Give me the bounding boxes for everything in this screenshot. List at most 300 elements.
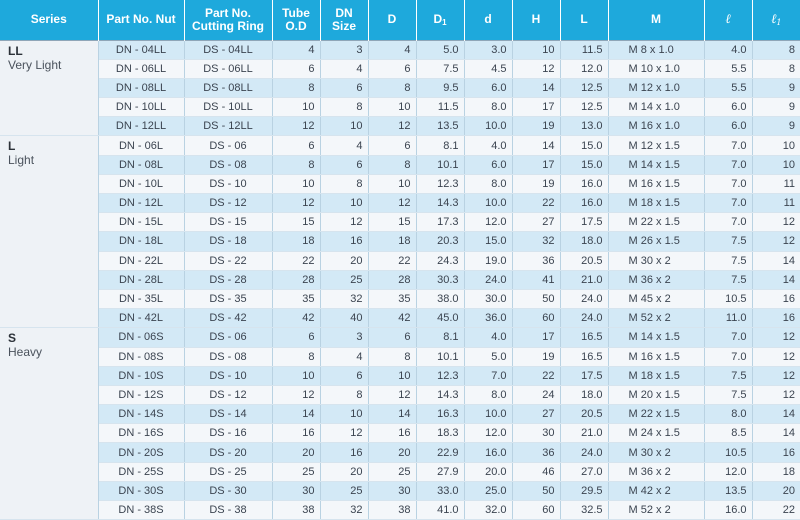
cell-ell1: 9 xyxy=(752,98,800,117)
cell-dn-size: 16 xyxy=(320,443,368,462)
cell-ell: 6.0 xyxy=(704,117,752,136)
cell-D: 10 xyxy=(368,98,416,117)
cell-ell: 7.5 xyxy=(704,270,752,289)
cell-D: 10 xyxy=(368,174,416,193)
cell-H: 36 xyxy=(512,251,560,270)
cell-dn-size: 8 xyxy=(320,174,368,193)
cell-nut: DN - 20S xyxy=(98,443,184,462)
cell-L: 16.5 xyxy=(560,328,608,347)
cell-d: 8.0 xyxy=(464,98,512,117)
table-row xyxy=(0,481,800,500)
cell-ell: 7.0 xyxy=(704,194,752,213)
cell-M: M 14 x 1.5 xyxy=(608,328,704,347)
cell-D: 10 xyxy=(368,366,416,385)
cell-ell1: 16 xyxy=(752,443,800,462)
header-D1-sub: 1 xyxy=(442,17,447,27)
cell-nut: DN - 06L xyxy=(98,136,184,155)
cell-tube-od: 6 xyxy=(272,136,320,155)
cell-tube-od: 16 xyxy=(272,424,320,443)
cell-dn-size: 20 xyxy=(320,462,368,481)
cell-ell: 10.5 xyxy=(704,289,752,308)
cell-ell: 16.0 xyxy=(704,501,752,520)
cell-M: M 16 x 1.0 xyxy=(608,117,704,136)
table-row xyxy=(0,78,800,97)
cell-D1: 11.5 xyxy=(416,98,464,117)
cell-d: 30.0 xyxy=(464,289,512,308)
cell-ell1: 12 xyxy=(752,328,800,347)
cell-D1: 27.9 xyxy=(416,462,464,481)
cell-nut: DN - 06LL xyxy=(98,59,184,78)
cell-cutting-ring: DS - 12LL xyxy=(184,117,272,136)
cell-tube-od: 22 xyxy=(272,251,320,270)
cell-cutting-ring: DS - 06 xyxy=(184,328,272,347)
cell-M: M 22 x 1.5 xyxy=(608,213,704,232)
cell-D: 8 xyxy=(368,78,416,97)
cell-tube-od: 28 xyxy=(272,270,320,289)
cell-ell: 7.0 xyxy=(704,155,752,174)
cell-H: 10 xyxy=(512,40,560,59)
cell-nut: DN - 16S xyxy=(98,424,184,443)
cell-M: M 45 x 2 xyxy=(608,289,704,308)
cell-L: 17.5 xyxy=(560,366,608,385)
cell-cutting-ring: DS - 08 xyxy=(184,155,272,174)
cell-nut: DN - 08L xyxy=(98,155,184,174)
cell-D: 38 xyxy=(368,501,416,520)
cell-D: 6 xyxy=(368,328,416,347)
cell-M: M 12 x 1.0 xyxy=(608,78,704,97)
header-ell: ℓ xyxy=(704,0,752,40)
cell-d: 6.0 xyxy=(464,78,512,97)
cell-ell: 7.0 xyxy=(704,213,752,232)
series-cell xyxy=(0,328,98,520)
cell-d: 4.0 xyxy=(464,136,512,155)
cell-d: 25.0 xyxy=(464,481,512,500)
cell-dn-size: 4 xyxy=(320,136,368,155)
header-tube-od: Tube O.D xyxy=(272,0,320,40)
cell-dn-size: 8 xyxy=(320,385,368,404)
cell-ell: 7.5 xyxy=(704,232,752,251)
cell-L: 27.0 xyxy=(560,462,608,481)
cell-D1: 24.3 xyxy=(416,251,464,270)
cell-tube-od: 12 xyxy=(272,117,320,136)
cell-D1: 33.0 xyxy=(416,481,464,500)
cell-ell1: 12 xyxy=(752,366,800,385)
cell-tube-od: 30 xyxy=(272,481,320,500)
cell-M: M 30 x 2 xyxy=(608,251,704,270)
cell-M: M 8 x 1.0 xyxy=(608,40,704,59)
cell-ell: 13.5 xyxy=(704,481,752,500)
cell-ell: 7.0 xyxy=(704,174,752,193)
cell-dn-size: 32 xyxy=(320,501,368,520)
cell-D: 16 xyxy=(368,424,416,443)
cell-H: 24 xyxy=(512,385,560,404)
cell-D1: 14.3 xyxy=(416,194,464,213)
cell-d: 20.0 xyxy=(464,462,512,481)
cell-cutting-ring: DS - 10 xyxy=(184,366,272,385)
cell-d: 32.0 xyxy=(464,501,512,520)
cell-nut: DN - 22L xyxy=(98,251,184,270)
cell-dn-size: 10 xyxy=(320,117,368,136)
cell-dn-size: 6 xyxy=(320,366,368,385)
cell-M: M 20 x 1.5 xyxy=(608,385,704,404)
cell-L: 21.0 xyxy=(560,424,608,443)
cell-d: 7.0 xyxy=(464,366,512,385)
cell-ell1: 8 xyxy=(752,40,800,59)
cell-H: 41 xyxy=(512,270,560,289)
cell-ell1: 18 xyxy=(752,462,800,481)
cell-L: 12.5 xyxy=(560,78,608,97)
cell-cutting-ring: DS - 15 xyxy=(184,213,272,232)
cell-ell1: 16 xyxy=(752,309,800,328)
cell-d: 10.0 xyxy=(464,194,512,213)
cell-nut: DN - 04LL xyxy=(98,40,184,59)
cell-ell: 7.5 xyxy=(704,366,752,385)
cell-d: 15.0 xyxy=(464,232,512,251)
cell-cutting-ring: DS - 16 xyxy=(184,424,272,443)
cell-ell: 12.0 xyxy=(704,462,752,481)
cell-L: 20.5 xyxy=(560,251,608,270)
header-series: Series xyxy=(0,0,98,40)
table-row xyxy=(0,462,800,481)
cell-D: 8 xyxy=(368,347,416,366)
cell-dn-size: 25 xyxy=(320,270,368,289)
cell-L: 18.0 xyxy=(560,232,608,251)
header-D1 xyxy=(416,0,464,40)
cell-ell1: 14 xyxy=(752,424,800,443)
cell-D1: 20.3 xyxy=(416,232,464,251)
cell-cutting-ring: DS - 12 xyxy=(184,194,272,213)
header-row xyxy=(0,0,800,40)
cell-D1: 18.3 xyxy=(416,424,464,443)
cell-cutting-ring: DS - 14 xyxy=(184,405,272,424)
cell-L: 24.0 xyxy=(560,309,608,328)
cell-tube-od: 12 xyxy=(272,385,320,404)
cell-d: 10.0 xyxy=(464,117,512,136)
cell-D1: 13.5 xyxy=(416,117,464,136)
cell-L: 29.5 xyxy=(560,481,608,500)
cell-ell: 7.0 xyxy=(704,347,752,366)
cell-D: 12 xyxy=(368,385,416,404)
cell-D1: 30.3 xyxy=(416,270,464,289)
cell-M: M 14 x 1.5 xyxy=(608,155,704,174)
cell-H: 50 xyxy=(512,481,560,500)
cell-nut: DN - 10S xyxy=(98,366,184,385)
cell-cutting-ring: DS - 30 xyxy=(184,481,272,500)
cell-D: 6 xyxy=(368,59,416,78)
cell-ell1: 10 xyxy=(752,155,800,174)
cell-cutting-ring: DS - 35 xyxy=(184,289,272,308)
cell-ell1: 14 xyxy=(752,270,800,289)
cell-dn-size: 3 xyxy=(320,40,368,59)
cell-dn-size: 8 xyxy=(320,98,368,117)
cell-dn-size: 3 xyxy=(320,328,368,347)
cell-H: 12 xyxy=(512,59,560,78)
cell-dn-size: 6 xyxy=(320,155,368,174)
table-row xyxy=(0,155,800,174)
cell-H: 14 xyxy=(512,136,560,155)
cell-cutting-ring: DS - 08LL xyxy=(184,78,272,97)
cell-d: 10.0 xyxy=(464,405,512,424)
cell-D1: 16.3 xyxy=(416,405,464,424)
cell-dn-size: 12 xyxy=(320,424,368,443)
cell-d: 5.0 xyxy=(464,347,512,366)
cell-nut: DN - 10LL xyxy=(98,98,184,117)
cell-nut: DN - 12LL xyxy=(98,117,184,136)
cell-tube-od: 38 xyxy=(272,501,320,520)
cell-nut: DN - 08S xyxy=(98,347,184,366)
table-row xyxy=(0,59,800,78)
cell-ell1: 8 xyxy=(752,59,800,78)
cell-d: 24.0 xyxy=(464,270,512,289)
table-row xyxy=(0,385,800,404)
cell-dn-size: 32 xyxy=(320,289,368,308)
cell-ell1: 9 xyxy=(752,117,800,136)
cell-dn-size: 12 xyxy=(320,213,368,232)
cell-ell1: 10 xyxy=(752,136,800,155)
cell-tube-od: 35 xyxy=(272,289,320,308)
cell-D: 12 xyxy=(368,194,416,213)
header-M: M xyxy=(608,0,704,40)
cell-D1: 17.3 xyxy=(416,213,464,232)
cell-D1: 41.0 xyxy=(416,501,464,520)
cell-d: 16.0 xyxy=(464,443,512,462)
cell-tube-od: 10 xyxy=(272,366,320,385)
cell-dn-size: 40 xyxy=(320,309,368,328)
cell-ell1: 16 xyxy=(752,289,800,308)
cell-nut: DN - 15L xyxy=(98,213,184,232)
cell-d: 19.0 xyxy=(464,251,512,270)
table-row xyxy=(0,117,800,136)
cell-D1: 22.9 xyxy=(416,443,464,462)
cell-ell1: 12 xyxy=(752,232,800,251)
cell-M: M 12 x 1.5 xyxy=(608,136,704,155)
header-dn-size: DN Size xyxy=(320,0,368,40)
cell-D1: 10.1 xyxy=(416,155,464,174)
header-cutting-ring: Part No. Cutting Ring xyxy=(184,0,272,40)
table-row xyxy=(0,289,800,308)
table-row xyxy=(0,251,800,270)
cell-L: 18.0 xyxy=(560,385,608,404)
cell-ell: 7.0 xyxy=(704,328,752,347)
cell-tube-od: 42 xyxy=(272,309,320,328)
cell-D: 25 xyxy=(368,462,416,481)
cell-dn-size: 16 xyxy=(320,232,368,251)
cell-L: 11.5 xyxy=(560,40,608,59)
cell-D1: 5.0 xyxy=(416,40,464,59)
cell-D: 22 xyxy=(368,251,416,270)
cell-dn-size: 4 xyxy=(320,59,368,78)
cell-nut: DN - 42L xyxy=(98,309,184,328)
cell-tube-od: 20 xyxy=(272,443,320,462)
table-row xyxy=(0,194,800,213)
series-cell xyxy=(0,40,98,136)
cell-L: 16.0 xyxy=(560,194,608,213)
cell-ell1: 11 xyxy=(752,174,800,193)
table-row xyxy=(0,424,800,443)
cell-H: 27 xyxy=(512,405,560,424)
cell-nut: DN - 28L xyxy=(98,270,184,289)
cell-ell: 6.0 xyxy=(704,98,752,117)
cell-D1: 45.0 xyxy=(416,309,464,328)
cell-D1: 12.3 xyxy=(416,366,464,385)
cell-L: 20.5 xyxy=(560,405,608,424)
cell-M: M 36 x 2 xyxy=(608,270,704,289)
table-row xyxy=(0,98,800,117)
cell-ell: 8.5 xyxy=(704,424,752,443)
cell-cutting-ring: DS - 38 xyxy=(184,501,272,520)
cell-H: 60 xyxy=(512,309,560,328)
cell-cutting-ring: DS - 06 xyxy=(184,136,272,155)
header-ell1 xyxy=(752,0,800,40)
cell-d: 12.0 xyxy=(464,424,512,443)
cell-M: M 52 x 2 xyxy=(608,501,704,520)
cell-H: 60 xyxy=(512,501,560,520)
cell-M: M 16 x 1.5 xyxy=(608,347,704,366)
cell-D1: 38.0 xyxy=(416,289,464,308)
cell-M: M 24 x 1.5 xyxy=(608,424,704,443)
cell-dn-size: 20 xyxy=(320,251,368,270)
cell-L: 12.0 xyxy=(560,59,608,78)
cell-ell: 8.0 xyxy=(704,405,752,424)
table-row xyxy=(0,366,800,385)
cell-H: 27 xyxy=(512,213,560,232)
cell-L: 24.0 xyxy=(560,289,608,308)
table-row xyxy=(0,347,800,366)
cell-L: 24.0 xyxy=(560,443,608,462)
cell-M: M 14 x 1.0 xyxy=(608,98,704,117)
cell-H: 17 xyxy=(512,328,560,347)
cell-d: 6.0 xyxy=(464,155,512,174)
table-row xyxy=(0,443,800,462)
cell-tube-od: 6 xyxy=(272,59,320,78)
cell-tube-od: 15 xyxy=(272,213,320,232)
cell-ell: 7.0 xyxy=(704,136,752,155)
table-row xyxy=(0,405,800,424)
table-body xyxy=(0,40,800,520)
cell-cutting-ring: DS - 18 xyxy=(184,232,272,251)
series-type: Heavy xyxy=(8,345,43,360)
cell-H: 19 xyxy=(512,174,560,193)
cell-cutting-ring: DS - 22 xyxy=(184,251,272,270)
cell-L: 15.0 xyxy=(560,136,608,155)
cell-ell: 5.5 xyxy=(704,78,752,97)
cell-cutting-ring: DS - 08 xyxy=(184,347,272,366)
header-D1-base: D xyxy=(433,11,443,26)
cell-H: 36 xyxy=(512,443,560,462)
table-row xyxy=(0,309,800,328)
cell-ell1: 14 xyxy=(752,405,800,424)
series-code: S xyxy=(8,331,17,346)
header-ell1-sub: 1 xyxy=(776,17,782,27)
cell-H: 19 xyxy=(512,117,560,136)
cell-nut: DN - 38S xyxy=(98,501,184,520)
cell-H: 46 xyxy=(512,462,560,481)
cell-d: 8.0 xyxy=(464,385,512,404)
cell-d: 8.0 xyxy=(464,174,512,193)
cell-H: 19 xyxy=(512,347,560,366)
cell-D1: 12.3 xyxy=(416,174,464,193)
cell-cutting-ring: DS - 06LL xyxy=(184,59,272,78)
cell-L: 13.0 xyxy=(560,117,608,136)
table-row xyxy=(0,328,800,347)
cell-ell: 11.0 xyxy=(704,309,752,328)
cell-D1: 14.3 xyxy=(416,385,464,404)
cell-D1: 7.5 xyxy=(416,59,464,78)
cell-nut: DN - 06S xyxy=(98,328,184,347)
cell-tube-od: 4 xyxy=(272,40,320,59)
cell-M: M 10 x 1.0 xyxy=(608,59,704,78)
cell-M: M 30 x 2 xyxy=(608,443,704,462)
cell-tube-od: 8 xyxy=(272,78,320,97)
cell-M: M 18 x 1.5 xyxy=(608,194,704,213)
cell-cutting-ring: DS - 42 xyxy=(184,309,272,328)
cell-dn-size: 10 xyxy=(320,194,368,213)
cell-ell1: 22 xyxy=(752,501,800,520)
table-row xyxy=(0,213,800,232)
series-type: Very Light xyxy=(8,57,62,72)
cell-D: 4 xyxy=(368,40,416,59)
cell-ell1: 12 xyxy=(752,385,800,404)
cell-D: 28 xyxy=(368,270,416,289)
table-row xyxy=(0,232,800,251)
cell-L: 15.0 xyxy=(560,155,608,174)
cell-M: M 42 x 2 xyxy=(608,481,704,500)
series-code: L xyxy=(8,139,16,154)
cell-ell: 4.0 xyxy=(704,40,752,59)
cell-nut: DN - 12S xyxy=(98,385,184,404)
cell-d: 4.5 xyxy=(464,59,512,78)
cell-M: M 52 x 2 xyxy=(608,309,704,328)
cell-H: 22 xyxy=(512,194,560,213)
cell-nut: DN - 14S xyxy=(98,405,184,424)
cell-D: 35 xyxy=(368,289,416,308)
cell-D: 30 xyxy=(368,481,416,500)
cell-tube-od: 18 xyxy=(272,232,320,251)
cell-nut: DN - 10L xyxy=(98,174,184,193)
cell-L: 21.0 xyxy=(560,270,608,289)
cell-H: 30 xyxy=(512,424,560,443)
cell-dn-size: 10 xyxy=(320,405,368,424)
cell-nut: DN - 35L xyxy=(98,289,184,308)
series-cell xyxy=(0,136,98,328)
header-ell1-base: ℓ xyxy=(770,11,777,27)
cell-L: 12.5 xyxy=(560,98,608,117)
cell-nut: DN - 18L xyxy=(98,232,184,251)
cell-dn-size: 6 xyxy=(320,78,368,97)
table-row xyxy=(0,501,800,520)
cell-tube-od: 8 xyxy=(272,347,320,366)
header-D: D xyxy=(368,0,416,40)
cell-nut: DN - 08LL xyxy=(98,78,184,97)
cell-H: 14 xyxy=(512,78,560,97)
cell-dn-size: 25 xyxy=(320,481,368,500)
cell-D: 8 xyxy=(368,155,416,174)
cell-D: 20 xyxy=(368,443,416,462)
cell-L: 32.5 xyxy=(560,501,608,520)
cell-H: 17 xyxy=(512,155,560,174)
cell-ell1: 12 xyxy=(752,347,800,366)
cell-cutting-ring: DS - 28 xyxy=(184,270,272,289)
cell-d: 12.0 xyxy=(464,213,512,232)
header-L: L xyxy=(560,0,608,40)
cell-ell: 7.5 xyxy=(704,251,752,270)
cell-d: 3.0 xyxy=(464,40,512,59)
cell-M: M 26 x 1.5 xyxy=(608,232,704,251)
cell-nut: DN - 25S xyxy=(98,462,184,481)
cell-ell1: 20 xyxy=(752,481,800,500)
cell-M: M 16 x 1.5 xyxy=(608,174,704,193)
cell-D: 18 xyxy=(368,232,416,251)
